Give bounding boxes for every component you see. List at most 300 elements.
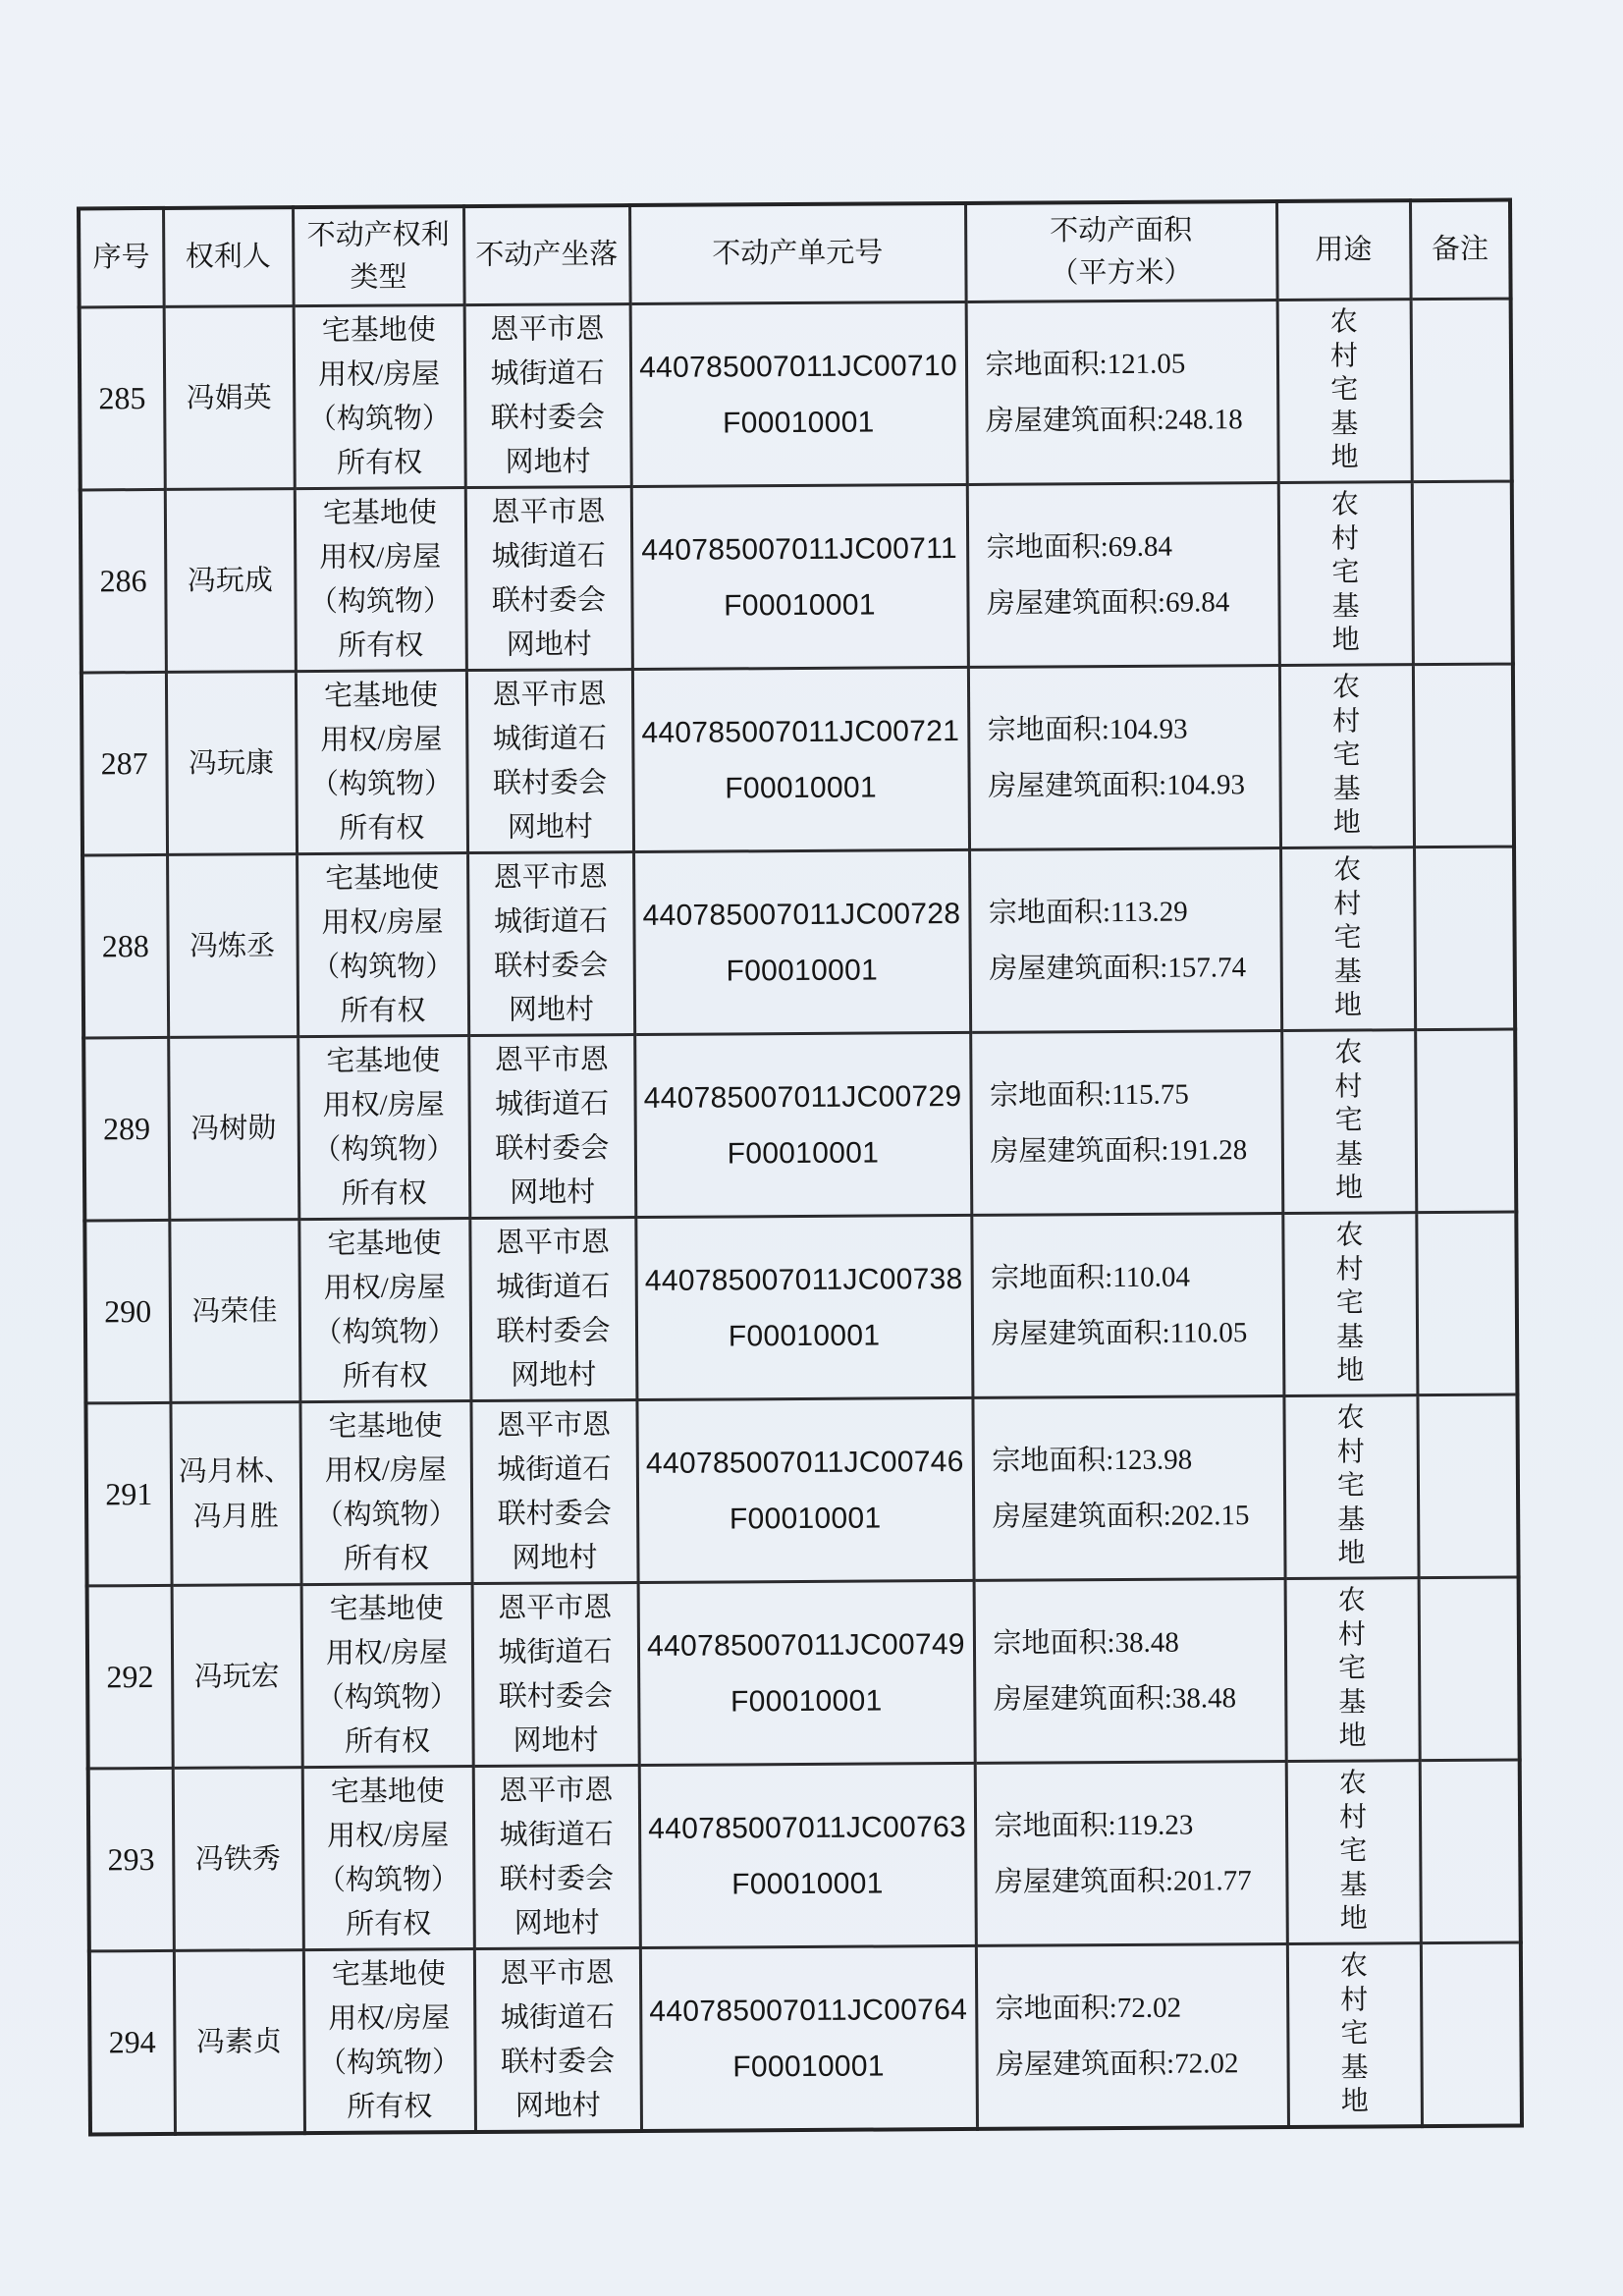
cell-line: 农 bbox=[1329, 306, 1358, 338]
cell-right-type bbox=[294, 305, 465, 489]
cell-usage bbox=[1277, 300, 1412, 483]
cell-line: 所有权 bbox=[346, 1907, 432, 1941]
cell-line: 冯树勋 bbox=[190, 1112, 277, 1145]
cell-line: 所有权 bbox=[347, 2090, 433, 2123]
cell-location bbox=[468, 1035, 635, 1219]
cell-line: 冯铁秀 bbox=[194, 1842, 281, 1876]
cell-area bbox=[967, 483, 1279, 668]
cell-line: 村 bbox=[1330, 523, 1360, 555]
cell-remark bbox=[1421, 1942, 1522, 2126]
cell-location bbox=[473, 1766, 640, 1949]
cell-owner bbox=[165, 489, 296, 673]
cell-line: 所有权 bbox=[336, 446, 423, 479]
cell-owner bbox=[172, 1585, 302, 1769]
cell-seq bbox=[89, 1950, 175, 2134]
cell-right-type bbox=[296, 671, 467, 854]
cell-line: 用权/房屋 bbox=[317, 357, 441, 391]
cell-seq bbox=[88, 1768, 174, 1951]
table-row bbox=[89, 1942, 1522, 2134]
cell-line: F00010001 bbox=[731, 1866, 884, 1900]
cell-line: 联村委会 bbox=[492, 766, 608, 799]
cell-line: 所有权 bbox=[342, 1359, 428, 1393]
cell-area bbox=[971, 1213, 1283, 1397]
cell-line: 村 bbox=[1337, 1619, 1367, 1651]
cell-line: F00010001 bbox=[726, 954, 879, 987]
cell-location bbox=[467, 852, 634, 1036]
cell-line: 440785007011JC00764 bbox=[649, 1993, 968, 2028]
cell-owner bbox=[173, 1768, 303, 1951]
cell-line: 城街道石 bbox=[492, 722, 607, 755]
cell-line: 宅基地使 bbox=[330, 1775, 445, 1808]
cell-line: 村 bbox=[1338, 1802, 1368, 1833]
cell-unit bbox=[630, 301, 967, 486]
cell-line: 地 bbox=[1331, 625, 1360, 656]
cell-line: 城街道石 bbox=[497, 1452, 612, 1486]
table-row bbox=[88, 1760, 1521, 1951]
cell-line: 地 bbox=[1337, 1538, 1366, 1569]
table-row bbox=[85, 1394, 1518, 1586]
cell-line: 网地村 bbox=[512, 1541, 598, 1574]
cell-line: （构筑物） bbox=[314, 1498, 458, 1531]
records-body bbox=[80, 299, 1522, 2134]
cell-area bbox=[966, 301, 1278, 485]
cell-line: 宅 bbox=[1330, 374, 1359, 406]
cell-line: 所有权 bbox=[344, 1724, 431, 1758]
cell-usage bbox=[1286, 1761, 1421, 1944]
cell-right-type bbox=[295, 488, 466, 672]
cell-line: 房屋建筑面积:72.02 bbox=[995, 2047, 1239, 2081]
cell-right-type bbox=[301, 1584, 473, 1768]
cell-seq bbox=[85, 1402, 171, 1586]
cell-line: 地 bbox=[1335, 1173, 1364, 1204]
cell-line: 农 bbox=[1338, 1768, 1367, 1799]
cell-line: 房屋建筑面积:202.15 bbox=[992, 1499, 1250, 1533]
cell-seq bbox=[83, 1037, 169, 1221]
cell-line: 房屋建筑面积:201.77 bbox=[994, 1864, 1252, 1898]
cell-unit bbox=[639, 1763, 976, 1947]
cell-line: 恩平市恩 bbox=[491, 495, 606, 528]
cell-line: 房屋建筑面积:157.74 bbox=[989, 951, 1247, 985]
cell-line: 农 bbox=[1334, 1037, 1363, 1068]
cell-usage bbox=[1279, 665, 1414, 848]
table-row bbox=[84, 1212, 1517, 1403]
cell-line: 地 bbox=[1338, 1721, 1367, 1752]
cell-owner bbox=[168, 1037, 298, 1221]
cell-line: 宗地面积:110.04 bbox=[991, 1261, 1191, 1294]
cell-line: 房屋建筑面积:104.93 bbox=[988, 768, 1246, 802]
cell-line: 宅 bbox=[1339, 1835, 1368, 1867]
cell-line: 宗地面积:119.23 bbox=[994, 1809, 1194, 1842]
cell-line: 所有权 bbox=[339, 811, 425, 845]
cell-line: 292 bbox=[106, 1659, 154, 1695]
cell-line: 网地村 bbox=[514, 1906, 600, 1940]
cell-line: 房屋建筑面积:191.28 bbox=[990, 1133, 1248, 1168]
cell-line: 宗地面积:121.05 bbox=[985, 348, 1186, 381]
cell-line: 所有权 bbox=[340, 994, 426, 1027]
cell-remark bbox=[1417, 1394, 1518, 1578]
cell-line: 宗地面积:113.29 bbox=[988, 896, 1188, 929]
cell-line: 用权/房屋 bbox=[319, 540, 442, 574]
cell-line: 地 bbox=[1340, 2086, 1369, 2117]
cell-line: 冯荣佳 bbox=[191, 1294, 278, 1328]
cell-line: 440785007011JC00763 bbox=[648, 1810, 967, 1845]
cell-location bbox=[472, 1583, 639, 1767]
cell-owner bbox=[169, 1220, 299, 1403]
cell-line: 恩平市恩 bbox=[492, 678, 607, 711]
cell-owner bbox=[170, 1402, 300, 1586]
cell-line: 房屋建筑面积:69.84 bbox=[986, 585, 1230, 620]
cell-line: 宅 bbox=[1336, 1470, 1366, 1502]
cell-line: 440785007011JC00710 bbox=[639, 349, 958, 384]
header-usage bbox=[1276, 200, 1411, 300]
cell-line: 城街道石 bbox=[494, 1087, 610, 1121]
cell-line: 基 bbox=[1335, 1322, 1365, 1353]
cell-owner bbox=[174, 1950, 304, 2134]
cell-line: 冯玩成 bbox=[187, 564, 273, 597]
cell-line: 287 bbox=[100, 745, 148, 782]
cell-seq bbox=[80, 306, 165, 490]
table-row bbox=[81, 481, 1513, 673]
cell-line: F00010001 bbox=[724, 588, 876, 622]
header-unit bbox=[629, 203, 966, 304]
cell-line: 联村委会 bbox=[497, 1497, 612, 1530]
header-label: 不动产面积 bbox=[1050, 214, 1193, 246]
cell-line: 宅基地使 bbox=[323, 679, 439, 712]
cell-line: （构筑物） bbox=[308, 584, 453, 618]
cell-line: 恩平市恩 bbox=[495, 1226, 611, 1259]
cell-unit bbox=[638, 1580, 975, 1765]
cell-line: 地 bbox=[1333, 990, 1363, 1021]
cell-right-type bbox=[299, 1401, 471, 1585]
header-remark bbox=[1410, 200, 1511, 300]
cell-seq bbox=[87, 1585, 173, 1769]
cell-line: 基 bbox=[1340, 2052, 1369, 2084]
cell-line: 宅基地使 bbox=[328, 1409, 443, 1443]
header-label: 类型 bbox=[350, 260, 407, 294]
cell-area bbox=[975, 1761, 1287, 1945]
cell-line: 290 bbox=[104, 1293, 152, 1330]
cell-line: （构筑物） bbox=[311, 950, 455, 983]
cell-line: 440785007011JC00729 bbox=[643, 1079, 962, 1115]
cell-line: 所有权 bbox=[343, 1542, 430, 1575]
cell-line: 宅 bbox=[1333, 922, 1362, 954]
cell-line: 冯娟英 bbox=[186, 381, 272, 414]
cell-line: 农 bbox=[1333, 854, 1362, 886]
cell-line: 用权/房屋 bbox=[327, 1819, 450, 1852]
header-label: 不动产权利 bbox=[306, 218, 450, 251]
cell-line: 地 bbox=[1339, 1903, 1368, 1935]
cell-line: 440785007011JC00728 bbox=[642, 897, 961, 932]
header-label: （平方米） bbox=[1050, 256, 1193, 289]
cell-line: 城街道石 bbox=[498, 1635, 613, 1668]
cell-remark bbox=[1411, 299, 1512, 482]
cell-line: 宅 bbox=[1340, 2018, 1369, 2050]
cell-line: 网地村 bbox=[511, 1358, 597, 1392]
cell-line: 用权/房屋 bbox=[323, 1271, 446, 1304]
cell-seq bbox=[82, 854, 168, 1038]
header-label: 序号 bbox=[92, 242, 150, 274]
cell-line: 城街道石 bbox=[499, 1818, 614, 1851]
cell-usage bbox=[1278, 482, 1413, 666]
cell-line: 基 bbox=[1334, 1139, 1364, 1171]
cell-line: 地 bbox=[1330, 442, 1359, 473]
cell-line: 440785007011JC00749 bbox=[646, 1627, 965, 1663]
cell-line: 用权/房屋 bbox=[328, 2001, 451, 2035]
cell-unit bbox=[634, 1032, 971, 1217]
cell-location bbox=[470, 1400, 637, 1584]
cell-line: （构筑物） bbox=[312, 1132, 456, 1166]
cell-unit bbox=[635, 1215, 972, 1399]
header-label: 不动产单元号 bbox=[712, 237, 884, 270]
cell-line: 基 bbox=[1333, 957, 1362, 988]
cell-line: （构筑物） bbox=[307, 402, 451, 435]
cell-line: 村 bbox=[1335, 1254, 1364, 1285]
cell-line: 288 bbox=[101, 928, 149, 964]
cell-line: 宗地面积:69.84 bbox=[986, 530, 1173, 564]
cell-line: 网地村 bbox=[510, 1175, 596, 1209]
cell-line: 村 bbox=[1333, 889, 1362, 920]
header-row bbox=[79, 200, 1511, 307]
cell-line: 基 bbox=[1338, 1687, 1367, 1719]
table-row bbox=[82, 847, 1515, 1038]
cell-line: 恩平市恩 bbox=[494, 1043, 609, 1076]
cell-seq bbox=[84, 1220, 170, 1403]
cell-line: 440785007011JC00746 bbox=[645, 1445, 964, 1480]
cell-line: 城街道石 bbox=[493, 904, 609, 938]
cell-line: 农 bbox=[1335, 1220, 1364, 1251]
cell-line: 联村委会 bbox=[500, 2045, 616, 2078]
cell-line: 289 bbox=[102, 1111, 151, 1147]
cell-line: 联村委会 bbox=[495, 1131, 610, 1165]
cell-area bbox=[976, 1943, 1288, 2128]
cell-line: 用权/房屋 bbox=[322, 1088, 445, 1121]
cell-line: 网地村 bbox=[505, 445, 591, 478]
cell-line: 294 bbox=[108, 2024, 156, 2060]
cell-line: 冯素贞 bbox=[195, 2025, 283, 2058]
header-label: 权利人 bbox=[185, 241, 271, 273]
cell-line: F00010001 bbox=[725, 771, 877, 804]
cell-line: 城街道石 bbox=[490, 356, 605, 390]
cell-owner bbox=[164, 306, 295, 490]
cell-line: 联村委会 bbox=[496, 1314, 611, 1347]
header-right-type bbox=[293, 206, 464, 306]
cell-line: （构筑物） bbox=[315, 1680, 459, 1714]
cell-line: F00010001 bbox=[730, 1684, 883, 1718]
cell-line: 宗地面积:72.02 bbox=[995, 1992, 1182, 2025]
cell-line: 农 bbox=[1337, 1585, 1366, 1616]
cell-line: 网地村 bbox=[508, 993, 595, 1026]
cell-line: 基 bbox=[1331, 591, 1360, 623]
cell-line: 恩平市恩 bbox=[496, 1408, 612, 1442]
cell-line: 基 bbox=[1337, 1504, 1366, 1536]
cell-line: 村 bbox=[1332, 706, 1361, 738]
cell-line: 网地村 bbox=[513, 1723, 599, 1757]
cell-line: 宅基地使 bbox=[326, 1044, 441, 1077]
cell-line: 宅 bbox=[1331, 557, 1360, 588]
cell-line: 农 bbox=[1336, 1402, 1365, 1434]
cell-line: 440785007011JC00711 bbox=[641, 531, 958, 567]
cell-remark bbox=[1416, 1212, 1517, 1395]
cell-location bbox=[466, 670, 633, 853]
header-area bbox=[965, 201, 1277, 301]
cell-seq bbox=[81, 672, 167, 855]
cell-location bbox=[469, 1218, 636, 1401]
cell-line: 联村委会 bbox=[499, 1862, 615, 1895]
cell-line: 村 bbox=[1336, 1437, 1365, 1468]
cell-unit bbox=[633, 849, 970, 1034]
cell-usage bbox=[1282, 1213, 1417, 1396]
cell-remark bbox=[1420, 1760, 1521, 1943]
cell-owner bbox=[167, 854, 298, 1038]
cell-line: 房屋建筑面积:38.48 bbox=[993, 1681, 1237, 1716]
cell-unit bbox=[636, 1397, 973, 1582]
cell-line: 用权/房屋 bbox=[321, 905, 444, 939]
cell-area bbox=[969, 848, 1281, 1033]
cell-right-type bbox=[298, 1219, 470, 1402]
cell-line: 村 bbox=[1340, 1985, 1369, 2016]
cell-line: 宅基地使 bbox=[322, 496, 438, 529]
cell-line: （构筑物） bbox=[317, 2046, 461, 2079]
cell-line: 城街道石 bbox=[500, 2000, 615, 2034]
cell-line: 冯玩宏 bbox=[193, 1660, 280, 1693]
cell-line: 用权/房屋 bbox=[320, 723, 443, 756]
header-seq bbox=[79, 208, 164, 307]
header-label: 备注 bbox=[1431, 233, 1489, 266]
cell-line: 291 bbox=[105, 1476, 153, 1512]
cell-location bbox=[474, 1948, 641, 2133]
table-row bbox=[87, 1577, 1520, 1769]
header-label: 不动产坐落 bbox=[475, 239, 619, 272]
table-row bbox=[83, 1029, 1516, 1221]
cell-line: 440785007011JC00738 bbox=[644, 1262, 963, 1297]
cell-line: 冯月林、 bbox=[178, 1454, 293, 1488]
cell-line: 恩平市恩 bbox=[498, 1591, 613, 1624]
cell-owner bbox=[166, 672, 297, 855]
table-row bbox=[81, 664, 1514, 855]
cell-line: 宅 bbox=[1338, 1653, 1367, 1684]
header-owner bbox=[163, 207, 294, 306]
cell-line: 宗地面积:115.75 bbox=[989, 1078, 1189, 1112]
cell-line: 城街道石 bbox=[491, 539, 606, 573]
cell-line: 联村委会 bbox=[491, 583, 607, 617]
cell-right-type bbox=[298, 1036, 469, 1220]
cell-line: 冯炼丞 bbox=[189, 929, 276, 962]
cell-line: 房屋建筑面积:248.18 bbox=[985, 403, 1243, 437]
cell-line: F00010001 bbox=[727, 1136, 880, 1170]
real-estate-records-table bbox=[77, 198, 1524, 2137]
cell-line: 网地村 bbox=[507, 810, 593, 844]
cell-right-type bbox=[303, 1949, 475, 2134]
cell-line: 宅基地使 bbox=[331, 1957, 447, 1991]
cell-remark bbox=[1413, 664, 1514, 847]
cell-location bbox=[465, 487, 632, 671]
cell-area bbox=[970, 1031, 1282, 1216]
cell-usage bbox=[1281, 1030, 1416, 1214]
cell-remark bbox=[1412, 481, 1513, 665]
cell-line: 恩平市恩 bbox=[490, 312, 605, 346]
cell-line: 恩平市恩 bbox=[499, 1774, 614, 1807]
cell-line: 联村委会 bbox=[494, 949, 609, 982]
cell-remark bbox=[1419, 1577, 1520, 1761]
cell-line: 宗地面积:123.98 bbox=[992, 1444, 1193, 1477]
cell-line: F00010001 bbox=[728, 1319, 881, 1352]
cell-line: 286 bbox=[99, 563, 147, 599]
cell-line: 宗地面积:38.48 bbox=[993, 1626, 1179, 1660]
cell-line: 网地村 bbox=[506, 628, 592, 661]
cell-line: F00010001 bbox=[732, 2049, 885, 2083]
cell-usage bbox=[1283, 1395, 1418, 1579]
cell-line: 宅基地使 bbox=[329, 1592, 444, 1625]
cell-line: 房屋建筑面积:110.05 bbox=[991, 1316, 1248, 1350]
cell-line: 宗地面积:104.93 bbox=[987, 713, 1188, 746]
cell-area bbox=[972, 1395, 1284, 1580]
cell-line: 285 bbox=[98, 380, 146, 416]
cell-line: 村 bbox=[1329, 341, 1359, 372]
cell-right-type bbox=[302, 1767, 474, 1950]
cell-line: 440785007011JC00721 bbox=[641, 714, 960, 749]
header-location bbox=[463, 205, 630, 305]
cell-unit bbox=[632, 667, 969, 851]
cell-line: 宅 bbox=[1334, 1105, 1363, 1136]
cell-location bbox=[464, 304, 631, 488]
cell-line: 联村委会 bbox=[498, 1679, 613, 1713]
cell-area bbox=[968, 666, 1280, 850]
cell-line: 宅基地使 bbox=[321, 313, 436, 347]
cell-line: （构筑物） bbox=[316, 1863, 460, 1896]
cell-line: 地 bbox=[1336, 1355, 1365, 1387]
cell-line: 农 bbox=[1331, 672, 1361, 703]
cell-line: 恩平市恩 bbox=[500, 1956, 615, 1990]
cell-right-type bbox=[297, 853, 468, 1037]
table-row bbox=[80, 299, 1512, 490]
cell-line: 网地村 bbox=[514, 2089, 601, 2122]
cell-usage bbox=[1285, 1578, 1420, 1762]
cell-line: 冯月胜 bbox=[192, 1500, 279, 1533]
cell-line: 所有权 bbox=[338, 629, 424, 662]
cell-line: 联村委会 bbox=[490, 401, 605, 434]
cell-line: 宅基地使 bbox=[327, 1227, 442, 1260]
cell-line: 用权/房屋 bbox=[324, 1453, 448, 1487]
cell-line: 宅基地使 bbox=[325, 861, 440, 895]
cell-line: 基 bbox=[1332, 774, 1361, 805]
cell-line: 地 bbox=[1332, 807, 1361, 839]
cell-area bbox=[974, 1578, 1286, 1763]
cell-line: 农 bbox=[1330, 489, 1359, 520]
cell-line: 宅 bbox=[1332, 739, 1361, 771]
cell-line: 所有权 bbox=[341, 1176, 427, 1210]
cell-line: （构筑物） bbox=[313, 1315, 457, 1348]
header-label: 用途 bbox=[1315, 234, 1373, 266]
cell-remark bbox=[1414, 847, 1515, 1030]
cell-line: 基 bbox=[1339, 1870, 1368, 1901]
cell-line: F00010001 bbox=[729, 1502, 882, 1535]
cell-line: 293 bbox=[107, 1841, 155, 1878]
cell-line: 冯玩康 bbox=[188, 746, 275, 780]
records-table-wrapper bbox=[77, 198, 1524, 2137]
cell-line: 用权/房屋 bbox=[325, 1636, 449, 1669]
cell-seq bbox=[81, 489, 166, 673]
cell-line: （构筑物） bbox=[309, 767, 454, 800]
cell-line: 恩平市恩 bbox=[493, 860, 608, 894]
cell-line: 城街道石 bbox=[496, 1270, 611, 1303]
cell-line: 农 bbox=[1339, 1950, 1369, 1982]
cell-usage bbox=[1287, 1943, 1422, 2127]
cell-unit bbox=[640, 1945, 977, 2131]
cell-line: F00010001 bbox=[723, 406, 875, 439]
cell-remark bbox=[1415, 1029, 1516, 1213]
cell-usage bbox=[1280, 847, 1415, 1031]
cell-line: 村 bbox=[1334, 1071, 1363, 1103]
